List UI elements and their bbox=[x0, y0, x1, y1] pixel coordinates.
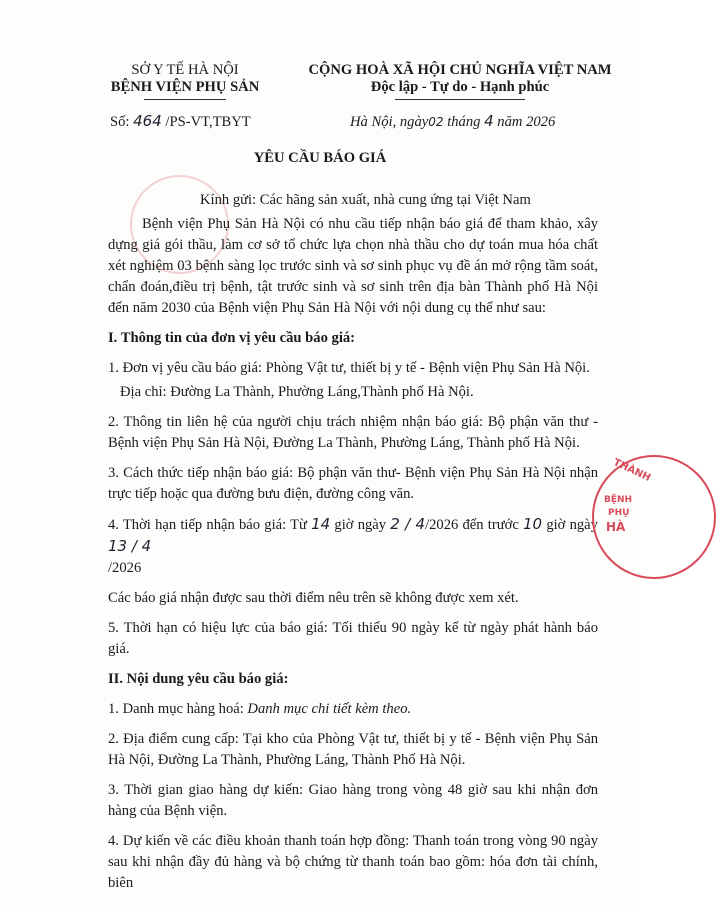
text: /2026 đến trước bbox=[425, 517, 519, 533]
text: 4. Thời hạn tiếp nhận báo giá: Từ bbox=[108, 517, 307, 533]
intro-paragraph: Bệnh viện Phụ Sản Hà Nội có nhu cầu tiếp nhận báo giá để tham khảo, xây dựng giá gói thầu, làm cơ sở tổ chức lựa chọn nhà thầu cho dự toán mua hóa chất xét nghiệm 03 bệnh sàng lọc trước sinh và sơ sinh phục vụ đề án mở rộng tầm soát, chẩn đoán,điều trị bệnh, tật trước sinh và sơ sinh trên địa bàn Thành phố Hà Nội đến năm 2030 của Bệnh viện Phụ Sản Hà Nội với nội dung cụ thể như sau: bbox=[108, 216, 598, 316]
seal-text: HÀ bbox=[606, 520, 626, 534]
section-1-note: Các báo giá nhận được sau thời điểm nêu trên sẽ không được xem xét. bbox=[108, 590, 519, 606]
section-1-address: Địa chỉ: Đường La Thành, Phường Láng,Thành phố Hà Nội. bbox=[120, 384, 474, 400]
recipient: Kính gửi: Các hãng sản xuất, nhà cung ứng tại Việt Nam bbox=[200, 192, 531, 208]
text: giờ ngày bbox=[334, 517, 387, 533]
document-body bbox=[108, 190, 598, 903]
red-seal-stamp bbox=[592, 455, 716, 579]
date-text: năm 2026 bbox=[497, 114, 556, 130]
date-day: 02 bbox=[428, 115, 444, 129]
document-title: YÊU CẦU BÁO GIÁ bbox=[253, 150, 387, 166]
section-2-heading: II. Nội dung yêu cầu báo giá: bbox=[108, 671, 289, 687]
number-handwritten: 464 bbox=[133, 112, 162, 130]
hour-from: 14 bbox=[311, 515, 331, 533]
section-1-item-2: 2. Thông tin liên hệ của người chịu trách nhiệm nhận báo giá: Bộ phận văn thư - Bệnh viện Phụ Sản Hà Nội, Đường La Thành, Phường Láng, Thành phố Hà Nội. bbox=[108, 414, 598, 451]
seal-text: PHỤ bbox=[608, 508, 630, 518]
seal-text: THÀNH bbox=[611, 457, 653, 484]
text: /2026 bbox=[108, 560, 142, 576]
label: 1. Danh mục hàng hoá: bbox=[108, 701, 248, 717]
date-from: 2 / 4 bbox=[390, 515, 426, 533]
motto: Độc lập - Tự do - Hạnh phúc bbox=[370, 79, 550, 95]
value: Danh mục chi tiết kèm theo. bbox=[247, 701, 412, 717]
section-1-heading: I. Thông tin của đơn vị yêu cầu báo giá: bbox=[108, 330, 356, 346]
issuer-block bbox=[100, 62, 270, 100]
hospital-name: BỆNH VIỆN PHỤ SẢN bbox=[110, 79, 260, 95]
section-2-item-1 bbox=[108, 699, 598, 720]
national-header bbox=[290, 62, 630, 100]
section-1-item-4 bbox=[108, 514, 598, 579]
section-1-item-1: 1. Đơn vị yêu cầu báo giá: Phòng Vật tư, thiết bị y tế - Bệnh viện Phụ Sản Hà Nội. bbox=[108, 360, 590, 376]
seal-text: BỆNH bbox=[604, 495, 633, 505]
date-text: tháng bbox=[447, 114, 481, 130]
date-month: 4 bbox=[484, 112, 494, 130]
section-1-item-3: 3. Cách thức tiếp nhận báo giá: Bộ phận văn thư- Bệnh viện Phụ Sản Hà Nội nhận trực tiếp hoặc qua đường bưu điện, đường công văn. bbox=[108, 465, 598, 502]
country-name: CỘNG HOÀ XÃ HỘI CHỦ NGHĨA VIỆT NAM bbox=[308, 62, 612, 78]
number-suffix: /PS-VT,TBYT bbox=[165, 114, 251, 130]
text: giờ ngày bbox=[546, 517, 598, 533]
section-2-item-3: 3. Thời gian giao hàng dự kiến: Giao hàng trong vòng 48 giờ sau khi nhận đơn hàng của Bệnh viện. bbox=[108, 782, 598, 819]
date-to: 13 / 4 bbox=[108, 537, 152, 555]
section-2-item-4: 4. Dự kiến về các điều khoản thanh toán hợp đồng: Thanh toán trong vòng 90 ngày sau khi nhận đầy đủ hàng và bộ chứng từ thanh toán bao gồm: hóa đơn tài chính, biên bbox=[108, 833, 598, 891]
section-2-item-2: 2. Địa điểm cung cấp: Tại kho của Phòng Vật tư, thiết bị y tế - Bệnh viện Phụ Sản Hà Nội, Đường La Thành, Phường Láng, Thành Phố Hà Nội. bbox=[108, 731, 598, 768]
hour-to: 10 bbox=[523, 515, 543, 533]
divider bbox=[395, 99, 525, 100]
number-label: Số: bbox=[110, 114, 130, 130]
divider bbox=[144, 99, 226, 100]
department-name: SỞ Y TẾ HÀ NỘI bbox=[131, 62, 239, 78]
document-number bbox=[110, 112, 251, 131]
document-date bbox=[350, 112, 555, 131]
date-text: Hà Nội, ngày bbox=[350, 114, 429, 130]
section-1-item-5: 5. Thời hạn có hiệu lực của báo giá: Tối thiểu 90 ngày kể từ ngày phát hành báo giá. bbox=[108, 620, 598, 657]
